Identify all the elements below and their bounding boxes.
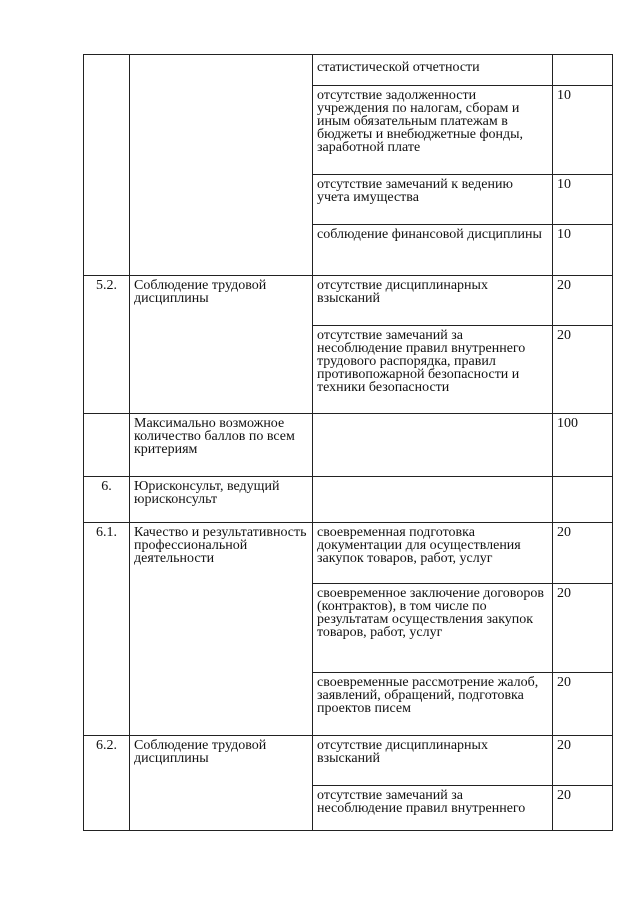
points-cell: [553, 477, 613, 523]
criterion-name-cell: [130, 55, 313, 276]
table-row: [84, 55, 613, 86]
indicator-cell: своевременная подготовка документации для осуществления закупок товаров, работ, услуг: [313, 523, 553, 584]
criterion-number-cell: 6.2.: [84, 736, 130, 831]
table-row: [84, 276, 613, 326]
table-row: [84, 523, 613, 584]
points-cell: 20: [553, 326, 613, 414]
points-cell: 20: [553, 584, 613, 673]
table-row-section: [84, 477, 613, 523]
points-cell: 20: [553, 786, 613, 831]
indicator-cell: своевременные рассмотрение жалоб, заявлений, обращений, подготовка проектов писем: [313, 673, 553, 736]
indicator-cell: статистической отчетности: [313, 55, 553, 86]
points-cell: 10: [553, 175, 613, 225]
criterion-name-cell: Максимально возможное количество баллов по всем критериям: [130, 414, 313, 477]
points-cell: 20: [553, 736, 613, 786]
criterion-number-cell: 6.1.: [84, 523, 130, 736]
indicator-cell: отсутствие задолженности учреждения по налогам, сборам и иным обязательным платежам в бюджеты и внебюджетные фонды, заработной плате: [313, 86, 553, 175]
indicator-cell: соблюдение финансовой дисциплины: [313, 225, 553, 276]
points-cell: 20: [553, 276, 613, 326]
indicator-cell: отсутствие дисциплинарных взысканий: [313, 276, 553, 326]
points-cell: 20: [553, 673, 613, 736]
points-cell: 20: [553, 523, 613, 584]
criterion-number-cell: [84, 55, 130, 276]
criterion-number-cell: [84, 414, 130, 477]
criterion-number-cell: 5.2.: [84, 276, 130, 414]
section-name-cell: Юрисконсульт, ведущий юрисконсульт: [130, 477, 313, 523]
criterion-name-cell: Качество и результативность профессиональной деятельности: [130, 523, 313, 736]
indicator-cell: [313, 414, 553, 477]
indicator-cell: отсутствие дисциплинарных взысканий: [313, 736, 553, 786]
criterion-name-cell: Соблюдение трудовой дисциплины: [130, 276, 313, 414]
criterion-name-cell: Соблюдение трудовой дисциплины: [130, 736, 313, 831]
indicator-cell: отсутствие замечаний к ведению учета имущества: [313, 175, 553, 225]
indicator-cell: отсутствие замечаний за несоблюдение правил внутреннего: [313, 786, 553, 831]
table-row: [84, 736, 613, 786]
section-number-cell: 6.: [84, 477, 130, 523]
indicator-cell: отсутствие замечаний за несоблюдение правил внутреннего трудового распорядка, правил противопожарной безопасности и техники безопасности: [313, 326, 553, 414]
points-cell: 10: [553, 86, 613, 175]
criteria-table: [83, 54, 613, 831]
points-cell: 100: [553, 414, 613, 477]
indicator-cell: своевременное заключение договоров (контрактов), в том числе по результатам осуществления закупок товаров, работ, услуг: [313, 584, 553, 673]
indicator-cell: [313, 477, 553, 523]
points-cell: [553, 55, 613, 86]
table-row-total: [84, 414, 613, 477]
points-cell: 10: [553, 225, 613, 276]
